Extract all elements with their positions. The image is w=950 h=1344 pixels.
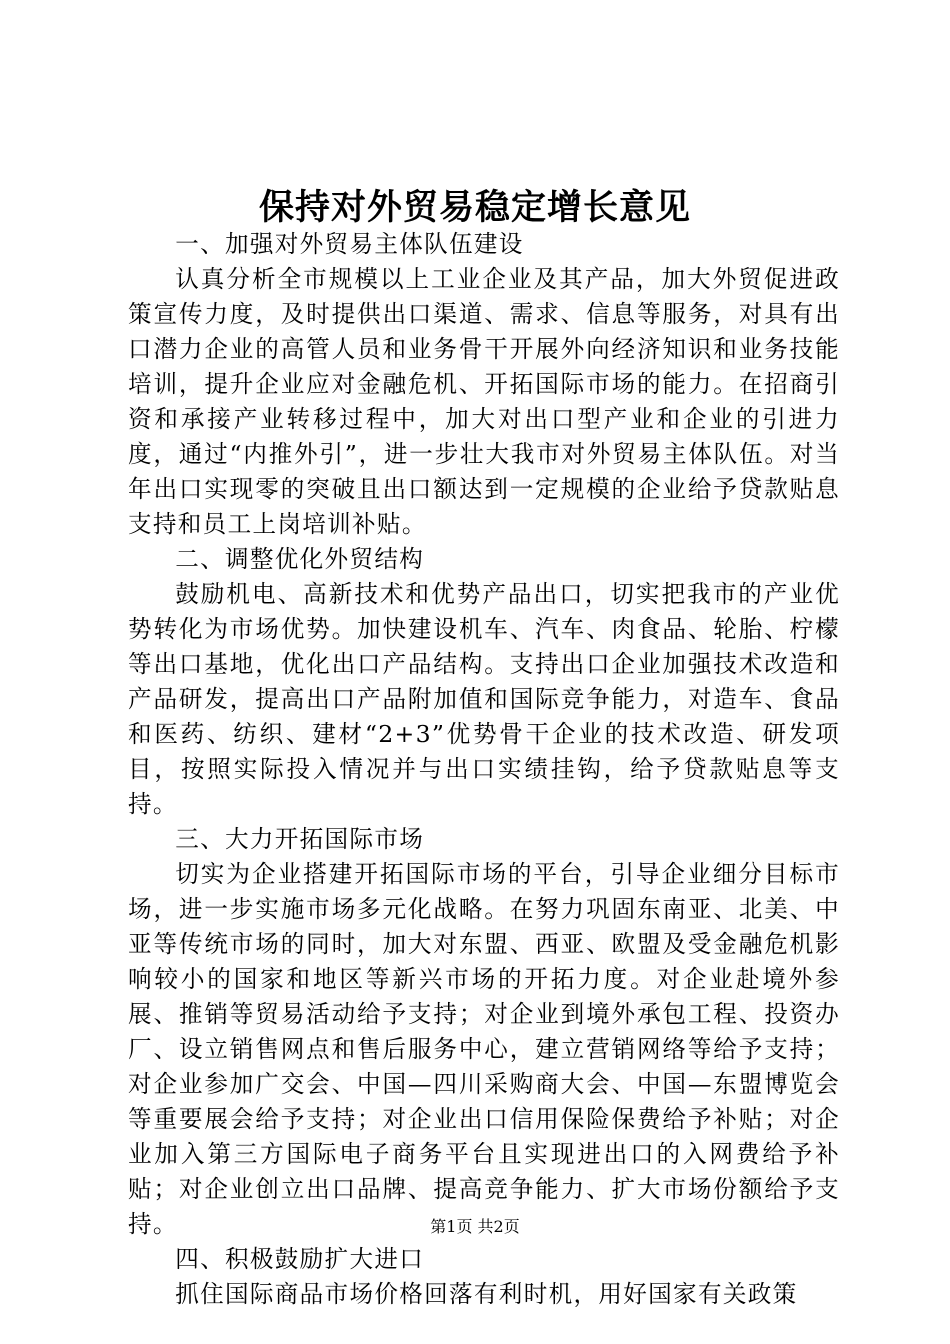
paragraph-4: 抓住国际商品市场价格回落有利时机，用好国家有关政策 — [175, 1280, 798, 1308]
section-heading-2: 二、调整优化外贸结构 — [175, 545, 425, 573]
document-body — [128, 227, 840, 1312]
page-footer: 第1页 共2页 — [430, 1217, 520, 1236]
document-title: 保持对外贸易稳定增长意见 — [258, 187, 691, 228]
section-heading-3: 三、大力开拓国际市场 — [175, 825, 425, 853]
paragraph-3: 切实为企业搭建开拓国际市场的平台，引导企业细分目标市场，进一步实施市场多元化战略。在努力巩固东南亚、北美、中亚等传统市场的同时，加大对东盟、西亚、欧盟及受金融危机影响较小的国家和地区等新兴市场的开拓力度。对企业赴境外参展、推销等贸易活动给予支持；对企业到境外承包工程、投资办厂、设立销售网点和售后服务中心，建立营销网络等给予支持；对企业参加广交会、中国—四川采购商大会、中国—东盟博览会等重要展会给予支持；对企业出口信用保险保费给予补贴；对企业加入第三方国际电子商务平台且实现进出口的入网费给予补贴；对企业创立出口品牌、提高竞争能力、扩大市场份额给予支持。 — [128, 860, 840, 1238]
section-heading-4: 四、积极鼓励扩大进口 — [175, 1245, 425, 1273]
paragraph-1: 认真分析全市规模以上工业企业及其产品，加大外贸促进政策宣传力度，及时提供出口渠道、需求、信息等服务，对具有出口潜力企业的高管人员和业务骨干开展外向经济知识和业务技能培训，提升企业应对金融危机、开拓国际市场的能力。在招商引资和承接产业转移过程中，加大对出口型产业和企业的引进力度，通过“内推外引”，进一步壮大我市对外贸易主体队伍。对当年出口实现零的突破且出口额达到一定规模的企业给予贷款贴息支持和员工上岗培训补贴。 — [128, 265, 840, 538]
section-heading-1: 一、加强对外贸易主体队伍建设 — [175, 230, 524, 258]
paragraph-2: 鼓励机电、高新技术和优势产品出口，切实把我市的产业优势转化为市场优势。加快建设机车、汽车、肉食品、轮胎、柠檬等出口基地，优化出口产品结构。支持出口企业加强技术改造和产品研发，提高出口产品附加值和国际竞争能力，对造车、食品和医药、纺织、建材“2+3”优势骨干企业的技术改造、研发项目，按照实际投入情况并与出口实绩挂钩，给予贷款贴息等支持。 — [128, 580, 840, 818]
